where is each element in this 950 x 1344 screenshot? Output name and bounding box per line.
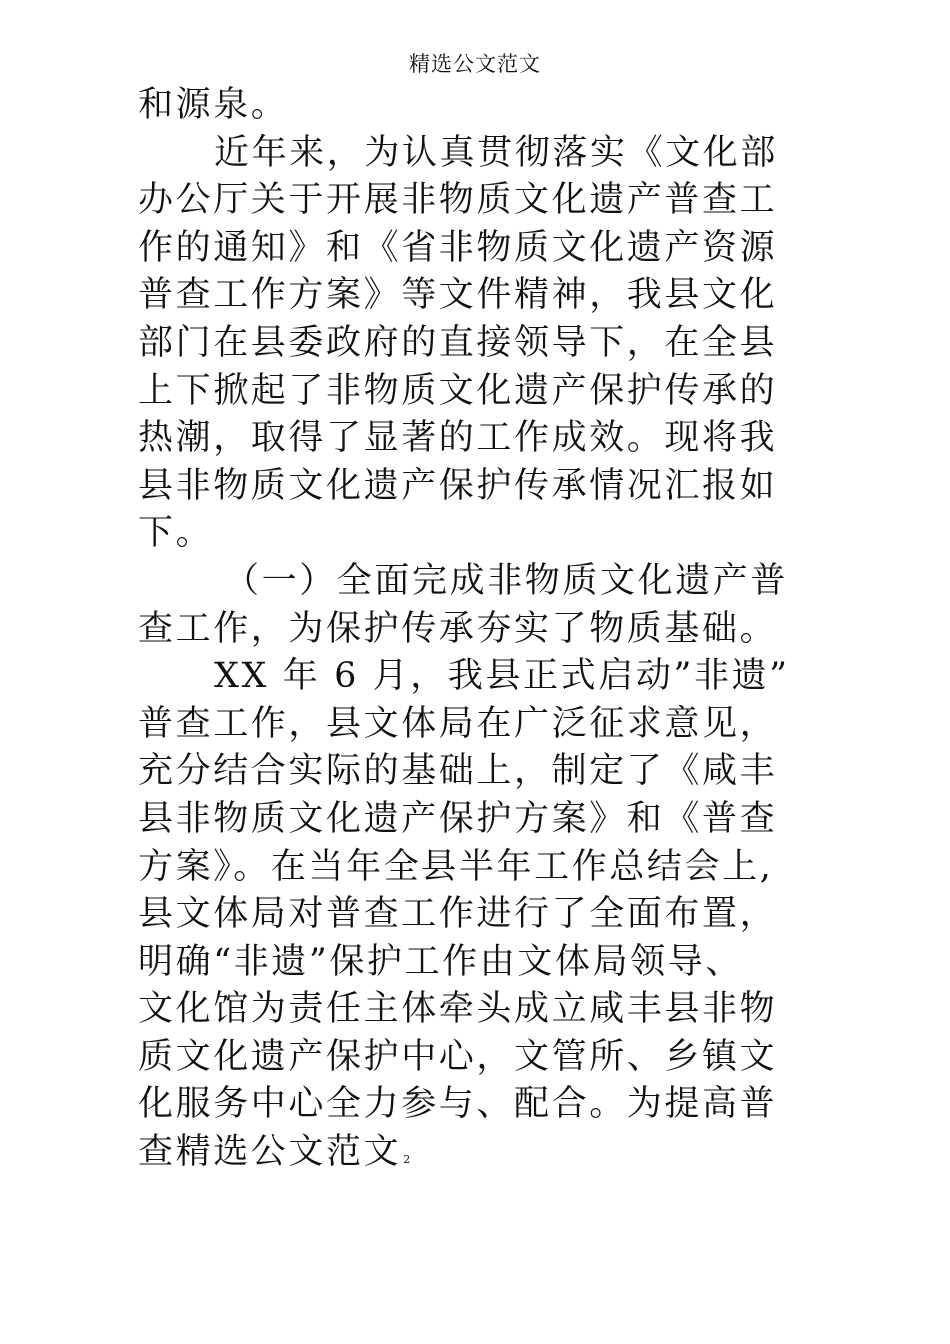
text-line: 化服务中心全力参与、配合。为提高普 xyxy=(138,1084,778,1125)
last-text-line xyxy=(138,1129,828,1177)
text-line: 县非物质文化遗产保护传承情况汇报如 xyxy=(138,465,778,506)
last-line-text: 查精选公文范文 xyxy=(138,1132,402,1173)
text-line: 明确“非遗”保护工作由文体局领导、 xyxy=(138,941,743,982)
text-line: 部门在县委政府的直接领导下，在全县 xyxy=(138,322,778,363)
paragraph-start-line: XX 年 6 月，我县正式启动”非遗” xyxy=(214,656,790,697)
text-line: 质文化遗产保护中心，文管所、乡镇文 xyxy=(138,1036,778,1077)
text-line: 县文体局对普查工作进行了全面布置， xyxy=(138,894,778,935)
text-line: 方案》。在当年全县半年工作总结会上, xyxy=(138,846,774,887)
text-line: 办公厅关于开展非物质文化遗产普查工 xyxy=(138,180,778,221)
text-line: 作的通知》和《省非物质文化遗产资源 xyxy=(138,227,778,268)
text-line: 县非物质文化遗产保护方案》和《普查 xyxy=(138,798,778,839)
text-line: 文化馆为责任主体牵头成立咸丰县非物 xyxy=(138,989,778,1030)
text-line: 普查工作方案》等文件精神，我县文化 xyxy=(138,275,778,316)
text-line: 充分结合实际的基础上，制定了《咸丰 xyxy=(138,751,778,792)
section-heading-line: （一）全面完成非物质文化遗产普 xyxy=(224,560,789,601)
document-body xyxy=(138,82,828,1177)
paragraph-start-line: 近年来，为认真贯彻落实《文化部 xyxy=(214,132,779,173)
page-number: 2 xyxy=(403,1153,411,1167)
text-line: 和源泉。 xyxy=(138,85,289,125)
text-line: 热潮，取得了显著的工作成效。现将我 xyxy=(138,418,778,459)
text-line: 普查工作，县文体局在广泛征求意见， xyxy=(138,703,778,744)
page-header-title: 精选公文范文 xyxy=(409,52,541,76)
text-line: 下。 xyxy=(138,513,214,554)
text-line: 上下掀起了非物质文化遗产保护传承的 xyxy=(138,370,778,411)
section-heading-line: 查工作，为保护传承夯实了物质基础。 xyxy=(138,608,778,649)
